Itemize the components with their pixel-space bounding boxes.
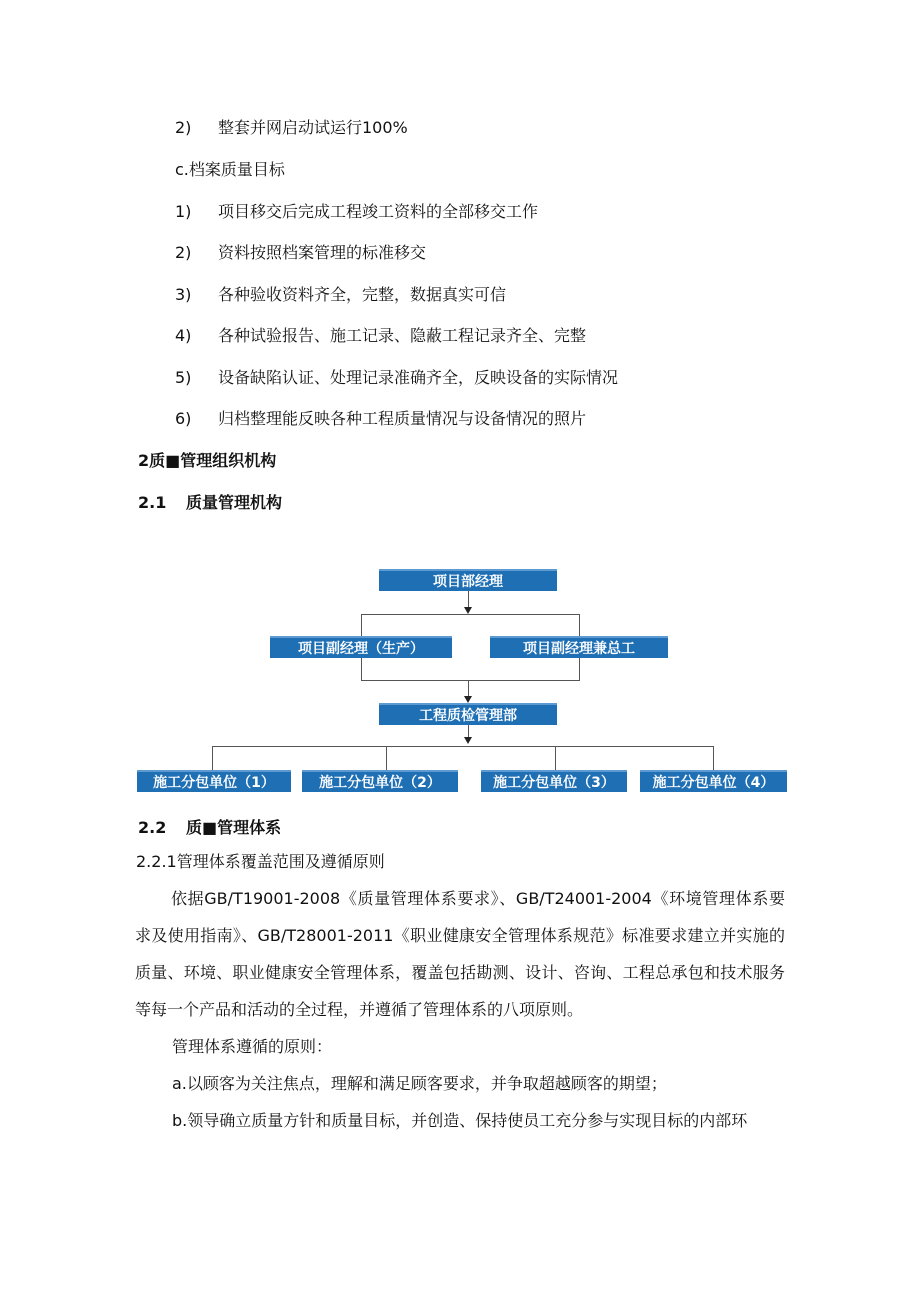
- connector-line: [361, 614, 362, 637]
- connector-line: [468, 680, 469, 697]
- list-number: 2): [175, 118, 192, 137]
- connector-line: [386, 746, 387, 770]
- list-number: 6): [175, 409, 192, 428]
- principles-intro: 管理体系遵循的原则：: [172, 1037, 333, 1056]
- list-number: 5): [175, 368, 192, 387]
- connector-line: [361, 680, 580, 681]
- org-box-qc-dept: 工程质检管理部: [379, 703, 557, 725]
- list-number: 1): [175, 202, 192, 221]
- connector-line: [713, 746, 714, 770]
- connector-line: [212, 746, 714, 747]
- arrow-down-icon: [464, 696, 472, 703]
- heading-title: 质量管理机构: [186, 493, 283, 512]
- heading-title: 质■管理体系: [186, 818, 282, 837]
- connector-line: [579, 658, 580, 681]
- heading-number: 2.2: [138, 818, 167, 837]
- org-box-deputy-production: 项目副经理（生产）: [270, 636, 452, 658]
- connector-line: [555, 746, 556, 770]
- org-box-top: 项目部经理: [379, 569, 557, 591]
- connector-line: [468, 591, 469, 608]
- section-heading: 2质■管理组织机构: [138, 451, 277, 470]
- connector-line: [361, 658, 362, 681]
- connector-line: [579, 614, 580, 637]
- heading-number: 2.1: [138, 493, 167, 512]
- principle-item: a.以顾客为关注焦点，理解和满足顾客要求，并争取超越顾客的期望；: [172, 1074, 667, 1093]
- list-text: 整套并网启动试运行100%: [218, 118, 408, 137]
- list-text: 各种验收资料齐全，完整，数据真实可信: [218, 285, 507, 304]
- org-box-subcontractor: 施工分包单位（3）: [481, 770, 627, 792]
- list-text: 项目移交后完成工程竣工资料的全部移交工作: [218, 202, 539, 221]
- org-box-subcontractor: 施工分包单位（4）: [640, 770, 787, 792]
- org-box-subcontractor: 施工分包单位（1）: [137, 770, 291, 792]
- list-text: 归档整理能反映各种工程质量情况与设备情况的照片: [218, 409, 587, 428]
- org-box-subcontractor: 施工分包单位（2）: [302, 770, 458, 792]
- arrow-down-icon: [464, 737, 472, 744]
- list-text: 设备缺陷认证、处理记录准确齐全，反映设备的实际情况: [218, 368, 619, 387]
- archive-heading: c.档案质量目标: [175, 160, 285, 179]
- org-box-deputy-chief: 项目副经理兼总工: [490, 636, 668, 658]
- list-number: 3): [175, 285, 192, 304]
- principle-item: b.领导确立质量方针和质量目标，并创造、保持使员工充分参与实现目标的内部环: [172, 1111, 748, 1130]
- list-number: 4): [175, 326, 192, 345]
- list-text: 资料按照档案管理的标准移交: [218, 243, 427, 262]
- connector-line: [361, 614, 580, 615]
- list-text: 各种试验报告、施工记录、隐蔽工程记录齐全、完整: [218, 326, 587, 345]
- connector-line: [212, 746, 213, 770]
- subsubsection-heading: 2.2.1管理体系覆盖范围及遵循原则: [136, 852, 385, 871]
- arrow-down-icon: [464, 607, 472, 614]
- list-number: 2): [175, 243, 192, 262]
- body-paragraph: 依据GB/T19001-2008《质量管理体系要求》、GB/T24001-2004《环境管理体系要求及使用指南》、GB/T28001-2011《职业健康安全管理体系规范》标准要求建立并实施的质量、环境、职业健康安全管理体系，覆盖包括勘测、设计、咨询、工程总承包和技术服务等每一个产品和活动的全过程，并遵循了管理体系的八项原则。: [135, 889, 785, 1019]
